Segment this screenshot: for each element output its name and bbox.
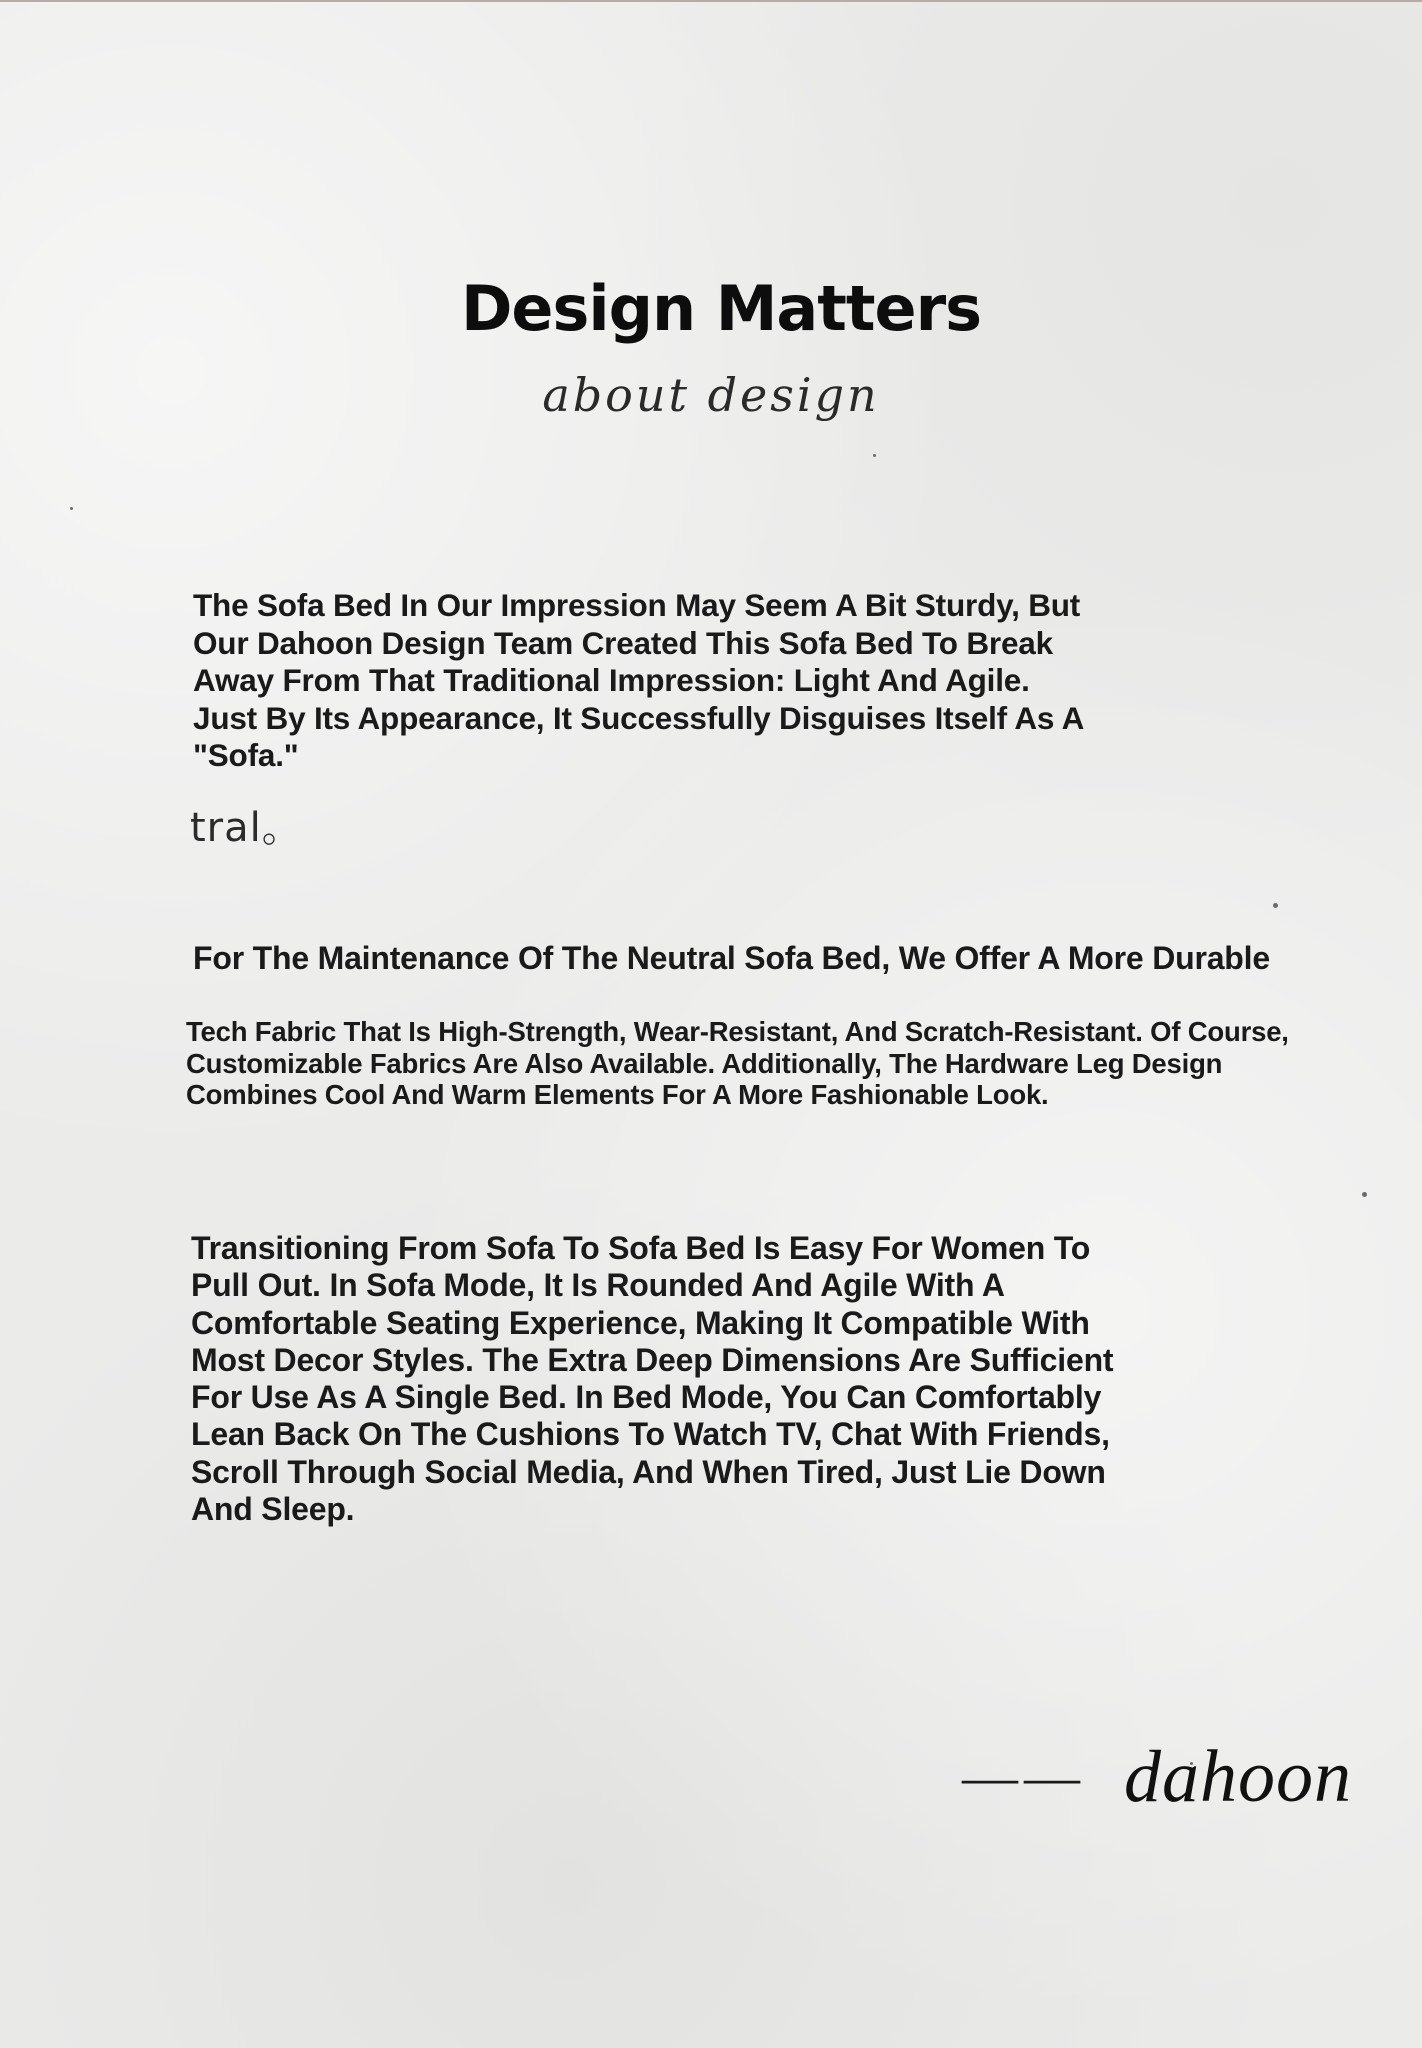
signature-dash: —— xyxy=(962,1746,1086,1808)
paper-speck xyxy=(1362,1192,1367,1197)
paper-speck xyxy=(70,507,73,510)
signature xyxy=(962,1732,1402,1822)
paper-speck xyxy=(1273,903,1278,908)
paragraph-maintenance-body: Tech Fabric That Is High-Strength, Wear-Resistant, And Scratch-Resistant. Of Course, Customizable Fabrics Are Also Available. Additionally, The Hardware Leg Design Combines Cool And Warm Elements For A More Fashionable Look. xyxy=(186,1016,1289,1110)
page-title: Design Matters xyxy=(460,272,982,345)
leftover-text-fragment: tral。 xyxy=(190,805,303,851)
paper-speck xyxy=(873,454,876,457)
paragraph-intro: The Sofa Bed In Our Impression May Seem A Bit Sturdy, But Our Dahoon Design Team Created This Sofa Bed To Break Away From That Traditional Impression: Light And Agile. Just By Its Appearance, It Successfully Disguises Itself As A "Sofa." xyxy=(193,587,1083,773)
paragraph-transition: Transitioning From Sofa To Sofa Bed Is Easy For Women To Pull Out. In Sofa Mode, It Is Rounded And Agile With A Comfortable Seating Experience, Making It Compatible With Most Decor Styles. The Extra Deep Dimensions Are Sufficient For Use As A Single Bed. In Bed Mode, You Can Comfortably Lean Back On The Cushions To Watch TV, Chat With Friends, Scroll Through Social Media, And When Tired, Just Lie Down And Sleep. xyxy=(191,1230,1114,1528)
paragraph-maintenance-lead: For The Maintenance Of The Neutral Sofa Bed, We Offer A More Durable xyxy=(193,940,1270,976)
brand-signature: dahoon xyxy=(1124,1735,1352,1818)
page-subtitle: about design xyxy=(542,368,880,422)
